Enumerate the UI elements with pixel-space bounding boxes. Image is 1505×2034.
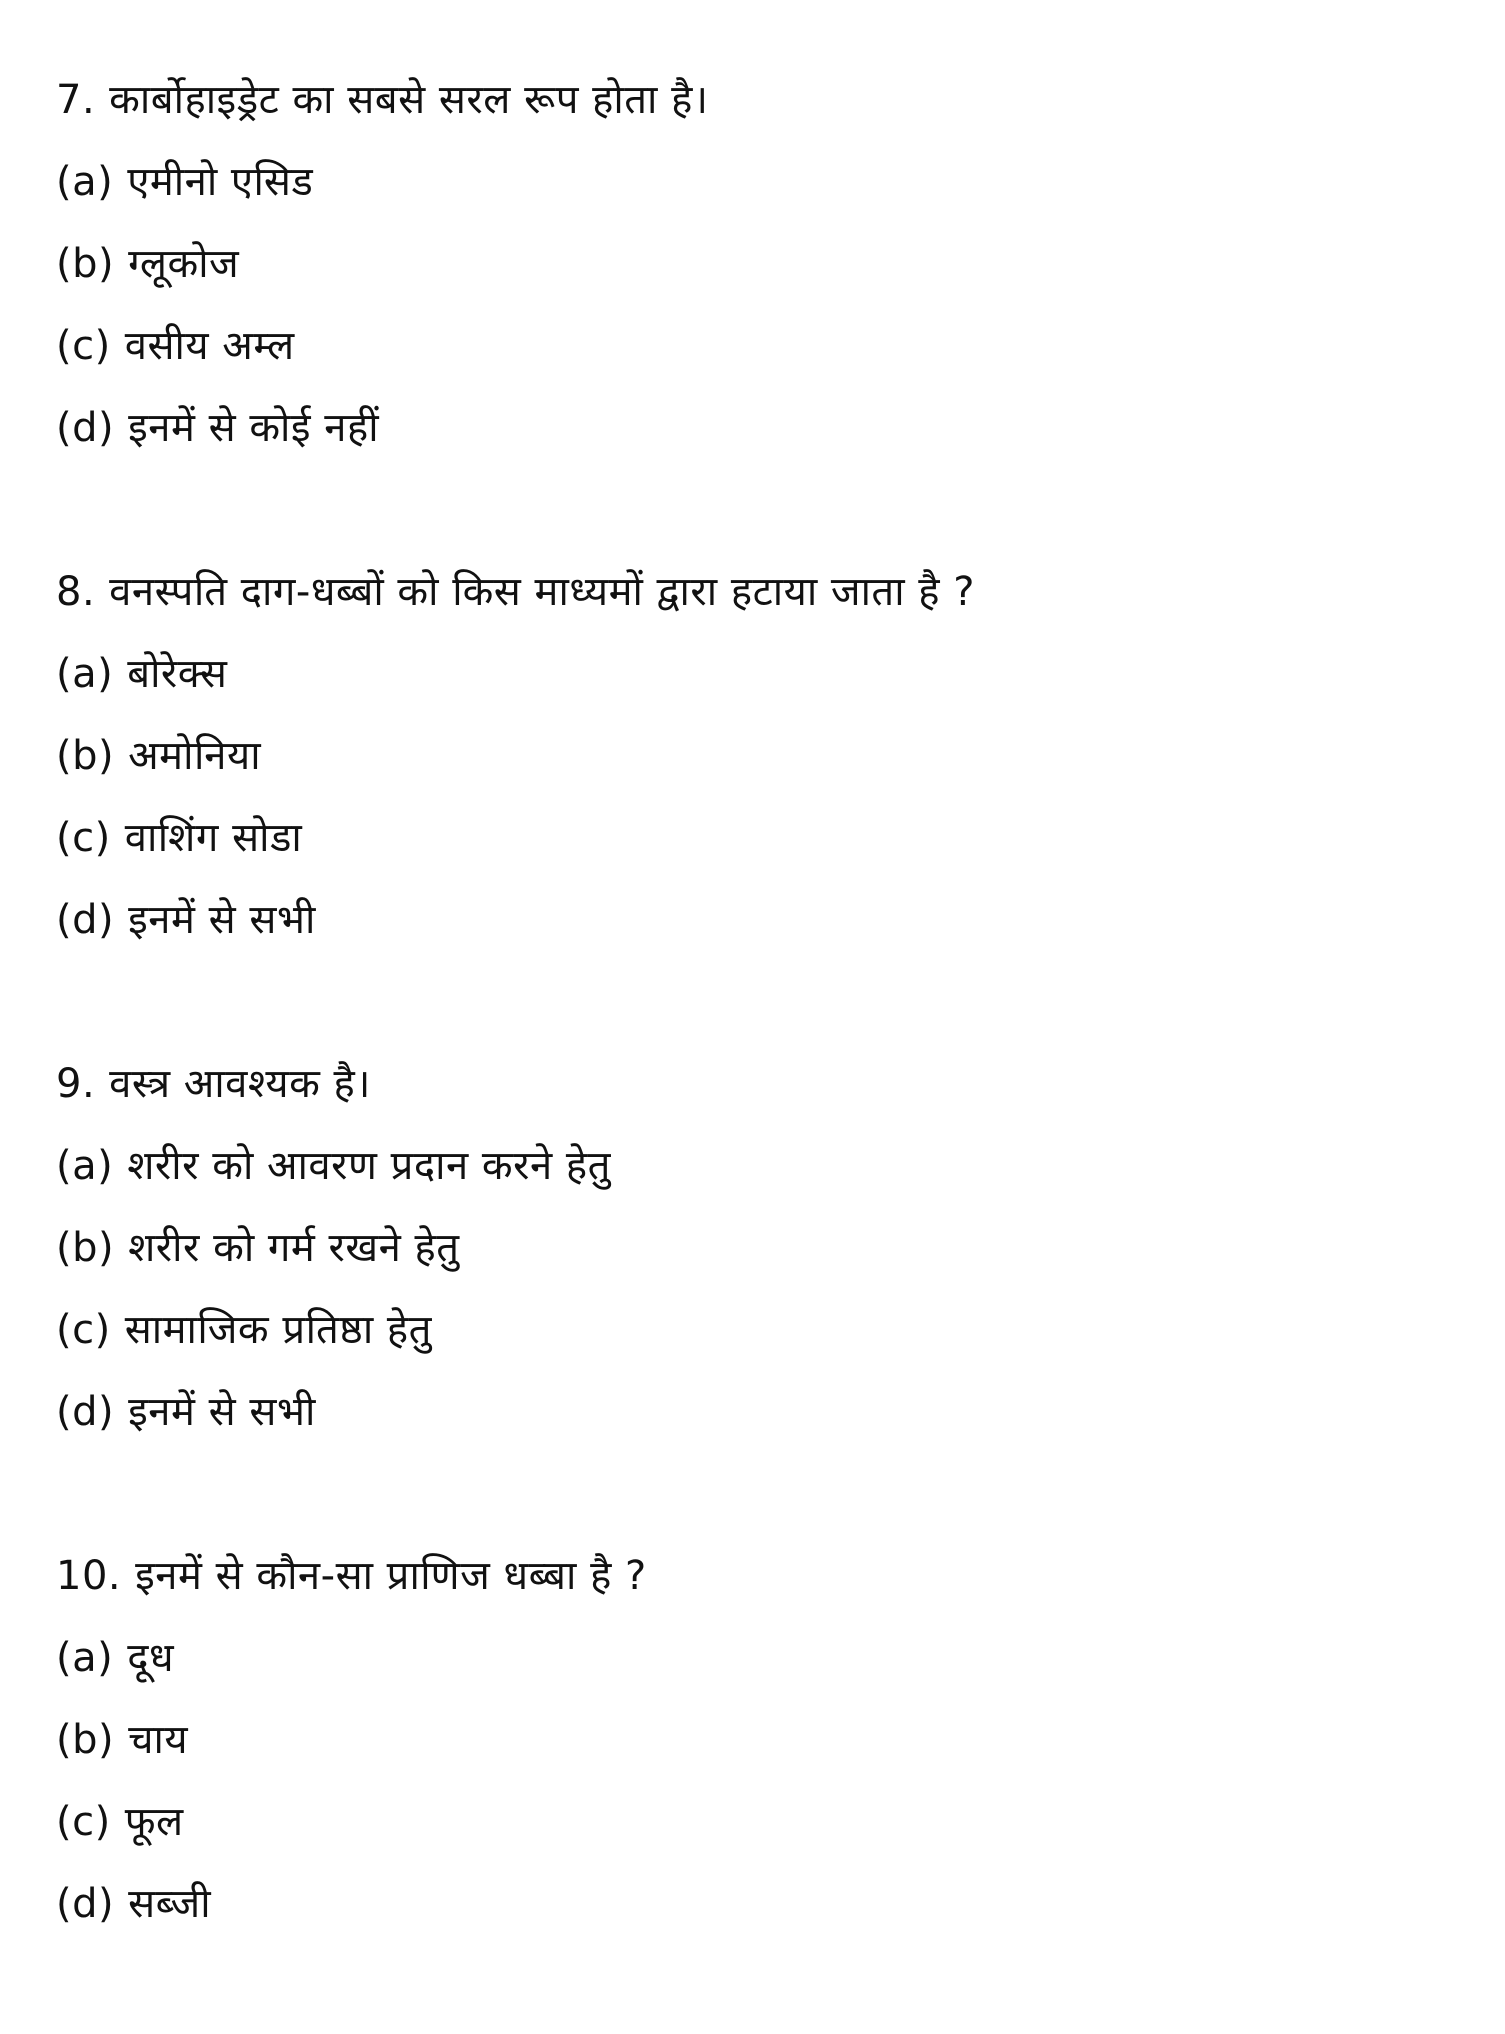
question-text	[56, 1043, 1436, 1125]
option-a	[56, 633, 1436, 715]
option-c	[56, 305, 1436, 387]
option-text: वाशिंग सोडा	[124, 815, 303, 861]
option-b	[56, 1207, 1436, 1289]
question-10	[56, 1535, 1436, 1945]
option-text: इनमें से कोई नहीं	[128, 405, 380, 451]
option-text: फूल	[124, 1799, 184, 1845]
option-key: (d)	[56, 1881, 115, 1927]
option-key: (a)	[56, 1635, 114, 1681]
option-text: बोरेक्स	[127, 651, 228, 697]
option-c	[56, 1781, 1436, 1863]
option-key: (a)	[56, 651, 114, 697]
question-text	[56, 1535, 1436, 1617]
option-b	[56, 1699, 1436, 1781]
option-a	[56, 1125, 1436, 1207]
question-statement: इनमें से कौन-सा प्राणिज धब्बा है ?	[135, 1553, 647, 1599]
option-key: (b)	[56, 1717, 115, 1763]
option-text: सब्जी	[128, 1881, 212, 1927]
option-text: एमीनो एसिड	[127, 159, 314, 205]
option-c	[56, 797, 1436, 879]
question-number: 9.	[56, 1061, 96, 1107]
option-text: इनमें से सभी	[128, 1389, 316, 1435]
question-text	[56, 59, 1436, 141]
option-text: दूध	[127, 1635, 175, 1681]
option-key: (a)	[56, 1143, 114, 1189]
option-key: (d)	[56, 897, 115, 943]
option-key: (b)	[56, 733, 115, 779]
option-text: शरीर को आवरण प्रदान करने हेतु	[127, 1143, 611, 1189]
option-key: (c)	[56, 815, 111, 861]
question-8	[56, 551, 1436, 961]
question-statement: कार्बोहाइड्रेट का सबसे सरल रूप होता है।	[109, 77, 709, 123]
option-text: वसीय अम्ल	[124, 323, 295, 369]
option-key: (a)	[56, 159, 114, 205]
question-7	[56, 59, 1436, 469]
question-statement: वनस्पति दाग-धब्बों को किस माध्यमों द्वारा हटाया जाता है ?	[109, 569, 975, 615]
option-key: (b)	[56, 241, 115, 287]
option-a	[56, 1617, 1436, 1699]
question-text	[56, 551, 1436, 633]
question-number: 7.	[56, 77, 96, 123]
option-d	[56, 387, 1436, 469]
option-c	[56, 1289, 1436, 1371]
option-d	[56, 1863, 1436, 1945]
option-text: अमोनिया	[128, 733, 262, 779]
option-b	[56, 223, 1436, 305]
option-key: (c)	[56, 323, 111, 369]
option-a	[56, 141, 1436, 223]
option-text: चाय	[128, 1717, 189, 1763]
option-key: (c)	[56, 1307, 111, 1353]
option-text: शरीर को गर्म रखने हेतु	[128, 1225, 460, 1271]
option-text: सामाजिक प्रतिष्ठा हेतु	[124, 1307, 432, 1353]
option-d	[56, 879, 1436, 961]
question-statement: वस्त्र आवश्यक है।	[109, 1061, 371, 1107]
question-number: 8.	[56, 569, 96, 615]
question-number: 10.	[56, 1553, 122, 1599]
option-key: (c)	[56, 1799, 111, 1845]
option-key: (b)	[56, 1225, 115, 1271]
option-text: इनमें से सभी	[128, 897, 316, 943]
question-9	[56, 1043, 1436, 1453]
option-key: (d)	[56, 1389, 115, 1435]
option-d	[56, 1371, 1436, 1453]
option-text: ग्लूकोज	[128, 241, 240, 287]
option-key: (d)	[56, 405, 115, 451]
option-b	[56, 715, 1436, 797]
